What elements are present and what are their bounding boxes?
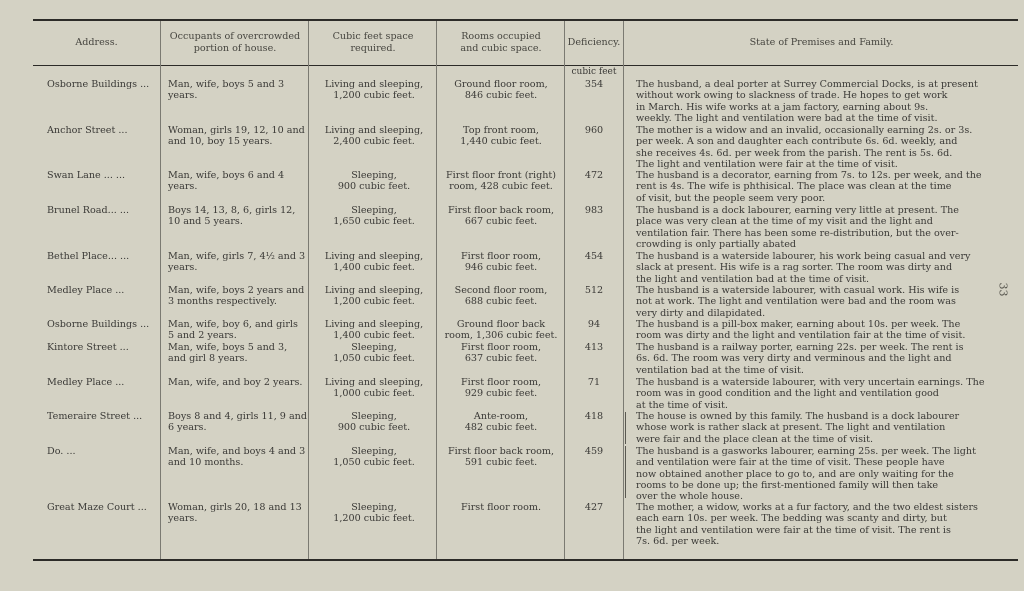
grouping-brace — [625, 412, 630, 444]
occupants-cell-line: 3 months respectively. — [168, 296, 277, 308]
occupants-cell-line: Man, wife, boys 5 and 3 — [168, 79, 285, 90]
state-cell-line: at the time of visit. — [636, 399, 728, 411]
state-cell — [636, 285, 988, 319]
occupants-cell-line: Man, wife, boys 6 and 4 — [168, 170, 285, 181]
state-cell-line: of visit, but the people seem very poor. — [636, 192, 826, 204]
address-cell: Kintore Street ... — [47, 342, 129, 353]
cubic-required-cell — [311, 170, 437, 193]
state-cell — [636, 342, 988, 376]
deficiency-cell: 427 — [584, 502, 604, 513]
rooms-cell-line: Ante-room, — [473, 411, 529, 422]
state-cell-line: room was dirty and the light and ventilation fair at the time of visit. — [636, 330, 966, 342]
state-cell-line: she receives 4s. 6d. per week from the parish. The rent is 5s. 6d. — [636, 147, 953, 159]
cubic-required-cell — [311, 342, 437, 365]
occupants-cell — [168, 125, 308, 148]
rooms-cell-line: First floor room, — [460, 377, 541, 388]
state-cell-line: The husband is a dock labourer, earning very little at present. The — [636, 205, 959, 216]
state-cell-line: 6s. 6d. The room was very dirty and verminous and the light and — [636, 353, 952, 365]
deficiency-cell: 71 — [587, 377, 601, 388]
deficiency-cell: 94 — [587, 319, 601, 330]
rooms-cell-line: First floor front (right) — [445, 170, 557, 181]
rooms-cell-line: First floor back room, — [447, 205, 555, 216]
state-cell-line: The husband is a waterside labourer, his work being casual and very — [636, 251, 971, 262]
page-number: 33 — [996, 282, 1010, 297]
occupants-cell-line: Man, wife, girls 7, 4½ and 3 — [168, 251, 306, 262]
state-cell-line: The house is owned by this family. The husband is a dock labourer — [636, 411, 960, 422]
state-cell-line: The mother, a widow, works at a fur factory, and the two eldest sisters — [636, 502, 978, 513]
state-cell-line: slack at present. His wife is a rag sorter. The room was dirty and — [636, 262, 953, 274]
cubic-required-cell — [311, 411, 437, 434]
deficiency-cell: 354 — [584, 79, 604, 90]
state-cell-line: The husband, a deal porter at Surrey Commercial Docks, is at present — [636, 79, 978, 90]
state-cell-line: not at work. The light and ventilation were bad and the room was — [636, 296, 956, 308]
address-cell: Bethel Place... ... — [47, 251, 130, 262]
state-cell-line: The husband is a gasworks labourer, earning 25s. per week. The light — [636, 446, 976, 457]
address-cell: Swan Lane ... ... — [47, 170, 126, 181]
cubic-required-cell — [311, 377, 437, 400]
occupants-cell — [168, 79, 308, 102]
state-cell-line: and ventilation were fair at the time of visit. These people have — [636, 457, 945, 469]
state-cell-line: The husband is a waterside labourer, with casual work. His wife is — [636, 285, 960, 296]
occupants-cell-line: Man, wife, and boys 4 and 3 — [168, 446, 306, 457]
address-cell: Anchor Street ... — [47, 125, 128, 136]
state-cell-line: weekly. The light and ventilation were bad at the time of visit. — [636, 112, 938, 124]
header-occupants: Occupants of overcrowded portion of house. — [169, 31, 301, 54]
state-cell-line: The husband is a railway porter, earning 22s. per week. The rent is — [636, 342, 964, 353]
cubic-required-cell — [311, 205, 437, 228]
grouping-brace — [625, 446, 630, 498]
cubic-required-cell-line: Living and sleeping, — [324, 377, 424, 388]
cubic-required-cell-line: Living and sleeping, — [324, 285, 424, 296]
occupants-cell — [168, 502, 308, 525]
cubic-required-cell-line: 1,200 cubic feet. — [333, 90, 415, 102]
state-cell-line: The light and ventilation were fair at the time of visit. — [636, 158, 898, 170]
state-cell-line: rooms to be done up; the first-mentioned family will then take — [636, 479, 939, 491]
rooms-cell-line: Ground floor room, — [454, 79, 548, 90]
address-cell: Brunel Road... ... — [47, 205, 129, 216]
cubic-required-cell-line: Sleeping, — [351, 411, 397, 422]
rooms-cell-line: 482 cubic feet. — [464, 422, 538, 434]
address-cell: Medley Place ... — [47, 377, 125, 388]
rooms-cell-line: 591 cubic feet. — [464, 457, 538, 469]
state-cell — [636, 502, 988, 547]
column-divider — [564, 21, 565, 559]
occupants-cell-line: years. — [168, 513, 198, 525]
occupants-cell-line: and girl 8 years. — [168, 353, 248, 365]
occupants-cell-line: Woman, girls 19, 12, 10 and — [168, 125, 305, 136]
rooms-cell-line: 929 cubic feet. — [464, 388, 538, 400]
state-cell-line: the light and ventilation bad at the time of visit. — [636, 273, 870, 285]
cubic-required-cell-line: Sleeping, — [351, 502, 397, 513]
state-cell-line: ventilation bad at the time of visit. — [636, 364, 804, 376]
state-cell-line: crowding is only partially abated — [636, 238, 797, 250]
state-cell-line: 7s. 6d. per week. — [636, 535, 720, 547]
bottom-rule — [33, 559, 1018, 561]
cubic-required-cell-line: Living and sleeping, — [324, 125, 424, 136]
rooms-cell-line: 667 cubic feet. — [464, 216, 538, 228]
rooms-cell — [438, 446, 564, 469]
column-divider — [308, 21, 309, 559]
deficiency-cell: 983 — [584, 205, 604, 216]
cubic-required-cell-line: 900 cubic feet. — [337, 181, 411, 193]
cubic-required-cell-line: 1,050 cubic feet. — [333, 353, 415, 365]
occupants-cell-line: Man, wife, boy 6, and girls — [168, 319, 298, 330]
cubic-required-cell-line: Sleeping, — [351, 205, 397, 216]
deficiency-cell: 413 — [584, 342, 604, 353]
occupants-cell-line: Man, wife, boys 2 years and — [168, 285, 305, 296]
occupants-cell-line: years. — [168, 90, 198, 102]
rooms-cell-line: 946 cubic feet. — [464, 262, 538, 274]
occupants-cell — [168, 251, 308, 274]
cubic-required-cell — [311, 125, 437, 148]
rooms-cell — [438, 411, 564, 434]
state-cell-line: very dirty and dilapidated. — [636, 307, 766, 319]
state-cell — [636, 170, 988, 204]
occupants-cell-line: and 10 months. — [168, 457, 244, 469]
rooms-cell-line: First floor room, — [460, 251, 541, 262]
column-divider — [623, 21, 624, 559]
occupants-cell — [168, 411, 308, 434]
rooms-cell-line: Second floor room, — [454, 285, 548, 296]
header-state: State of Premises and Family. — [749, 37, 894, 48]
rooms-cell — [438, 125, 564, 148]
state-cell-line: the light and ventilation were fair at the time of visit. The rent is — [636, 524, 951, 536]
occupants-cell-line: and 10, boy 15 years. — [168, 136, 273, 148]
occupants-cell-line: Man, wife, boys 5 and 3, — [168, 342, 288, 353]
cubic-required-cell-line: 1,200 cubic feet. — [333, 296, 415, 308]
deficiency-cell: 960 — [584, 125, 604, 136]
cubic-required-cell — [311, 285, 437, 308]
cubic-required-cell-line: Sleeping, — [351, 446, 397, 457]
rooms-cell-line: 637 cubic feet. — [464, 353, 538, 365]
rooms-cell — [438, 319, 564, 342]
cubic-required-cell-line: Sleeping, — [351, 342, 397, 353]
cubic-required-cell-line: 900 cubic feet. — [337, 422, 411, 434]
cubic-required-cell-line: 2,400 cubic feet. — [333, 136, 415, 148]
cubic-required-cell — [311, 79, 437, 102]
state-cell — [636, 411, 988, 445]
address-cell: Great Maze Court ... — [47, 502, 147, 513]
rooms-cell-line: 1,440 cubic feet. — [460, 136, 542, 148]
rooms-cell — [438, 205, 564, 228]
state-cell — [636, 446, 988, 502]
state-cell — [636, 125, 988, 170]
rooms-cell — [438, 251, 564, 274]
rooms-cell — [438, 170, 564, 193]
column-divider — [160, 21, 161, 559]
rooms-cell — [438, 342, 564, 365]
occupants-cell-line: 6 years. — [168, 422, 207, 434]
state-cell — [636, 319, 988, 342]
state-cell-line: whose work is rather slack at present. The light and ventilation — [636, 422, 946, 434]
cubic-required-cell — [311, 319, 437, 342]
rooms-cell-line: Top front room, — [463, 125, 539, 136]
state-cell — [636, 79, 988, 124]
state-cell-line: place was very clean at the time of my visit and the light and — [636, 216, 933, 228]
cubic-required-cell-line: Living and sleeping, — [324, 79, 424, 90]
rooms-cell-line: 688 cubic feet. — [464, 296, 538, 308]
deficiency-unit: cubic feet — [571, 67, 617, 77]
rooms-cell-line: 846 cubic feet. — [464, 90, 538, 102]
state-cell-line: per week. A son and daughter each contribute 6s. 6d. weekly, and — [636, 136, 958, 148]
occupants-cell — [168, 446, 308, 469]
cubic-required-cell-line: Sleeping, — [351, 170, 397, 181]
header-rule — [33, 65, 1018, 66]
address-cell: Temeraire Street ... — [47, 411, 143, 422]
address-cell: Osborne Buildings ... — [47, 319, 150, 330]
cubic-required-cell — [311, 251, 437, 274]
state-cell-line: ventilation fair. There has been some re-distribution, but the over- — [636, 227, 959, 239]
cubic-required-cell-line: 1,400 cubic feet. — [333, 262, 415, 274]
occupants-cell-line: 5 and 2 years. — [168, 330, 237, 342]
rooms-cell-line: First floor room, — [460, 342, 541, 353]
state-cell-line: The husband is a decorator, earning from 7s. to 12s. per week, and the — [636, 170, 982, 181]
address-cell: Do. ... — [47, 446, 76, 457]
header-address: Address. — [75, 37, 118, 48]
rooms-cell-line: First floor back room, — [447, 446, 555, 457]
occupants-cell-line: 10 and 5 years. — [168, 216, 243, 228]
header-deficiency: Deficiency. — [567, 37, 621, 48]
occupants-cell-line: Boys 14, 13, 8, 6, girls 12, — [168, 205, 296, 216]
cubic-required-cell-line: 1,650 cubic feet. — [333, 216, 415, 228]
cubic-required-cell-line: Living and sleeping, — [324, 319, 424, 330]
rooms-cell-line: room, 428 cubic feet. — [449, 181, 553, 193]
state-cell — [636, 205, 988, 250]
rooms-cell-line: Ground floor back — [456, 319, 546, 330]
occupants-cell — [168, 285, 308, 308]
state-cell — [636, 251, 988, 285]
address-cell: Osborne Buildings ... — [47, 79, 150, 90]
occupants-cell — [168, 170, 308, 193]
cubic-required-cell-line: Living and sleeping, — [324, 251, 424, 262]
occupants-cell-line: Boys 8 and 4, girls 11, 9 and — [168, 411, 308, 422]
deficiency-cell: 459 — [584, 446, 604, 457]
header-rooms: Rooms occupied and cubic space. — [460, 31, 542, 54]
state-cell-line: The husband is a waterside labourer, with very uncertain earnings. The — [636, 377, 985, 388]
rooms-cell — [438, 79, 564, 102]
occupants-cell-line: Woman, girls 20, 18 and 13 — [168, 502, 302, 513]
rooms-cell — [438, 377, 564, 400]
occupants-cell — [168, 319, 308, 342]
cubic-required-cell-line: 1,400 cubic feet. — [333, 330, 415, 342]
occupants-cell — [168, 205, 308, 228]
state-cell-line: rent is 4s. The wife is phthisical. The place was clean at the time — [636, 181, 952, 193]
state-cell-line: room was in good condition and the light and ventilation good — [636, 388, 939, 400]
rooms-cell-line: First floor room. — [460, 502, 541, 513]
occupants-cell-line: years. — [168, 181, 198, 193]
occupants-cell — [168, 377, 308, 388]
state-cell-line: were fair and the place clean at the time of visit. — [636, 433, 874, 445]
cubic-required-cell-line: 1,000 cubic feet. — [333, 388, 415, 400]
state-cell-line: now obtained another place to go to, and are only waiting for the — [636, 468, 954, 480]
rooms-cell — [438, 502, 564, 513]
state-cell-line: The mother is a widow and an invalid, occasionally earning 2s. or 3s. — [636, 125, 973, 136]
deficiency-cell: 512 — [584, 285, 604, 296]
cubic-required-cell-line: 1,050 cubic feet. — [333, 457, 415, 469]
rooms-cell-line: room, 1,306 cubic feet. — [444, 330, 558, 342]
deficiency-cell: 418 — [584, 411, 604, 422]
state-cell-line: over the whole house. — [636, 491, 744, 503]
state-cell-line: each earn 10s. per week. The bedding was scanty and dirty, but — [636, 513, 947, 525]
cubic-required-cell — [311, 502, 437, 525]
state-cell-line: without work owing to slackness of trade. He hopes to get work — [636, 90, 948, 102]
cubic-required-cell — [311, 446, 437, 469]
rooms-cell — [438, 285, 564, 308]
deficiency-cell: 454 — [584, 251, 604, 262]
state-cell — [636, 377, 988, 411]
state-cell-line: The husband is a pill-box maker, earning about 10s. per week. The — [636, 319, 961, 330]
address-cell: Medley Place ... — [47, 285, 125, 296]
occupants-cell-line: Man, wife, and boy 2 years. — [168, 377, 303, 388]
state-cell-line: in March. His wife works at a jam factory, earning about 9s. — [636, 101, 929, 113]
occupants-cell-line: years. — [168, 262, 198, 274]
occupants-cell — [168, 342, 308, 365]
deficiency-cell: 472 — [584, 170, 604, 181]
cubic-required-cell-line: 1,200 cubic feet. — [333, 513, 415, 525]
header-cubic-required: Cubic feet space required. — [332, 31, 414, 54]
